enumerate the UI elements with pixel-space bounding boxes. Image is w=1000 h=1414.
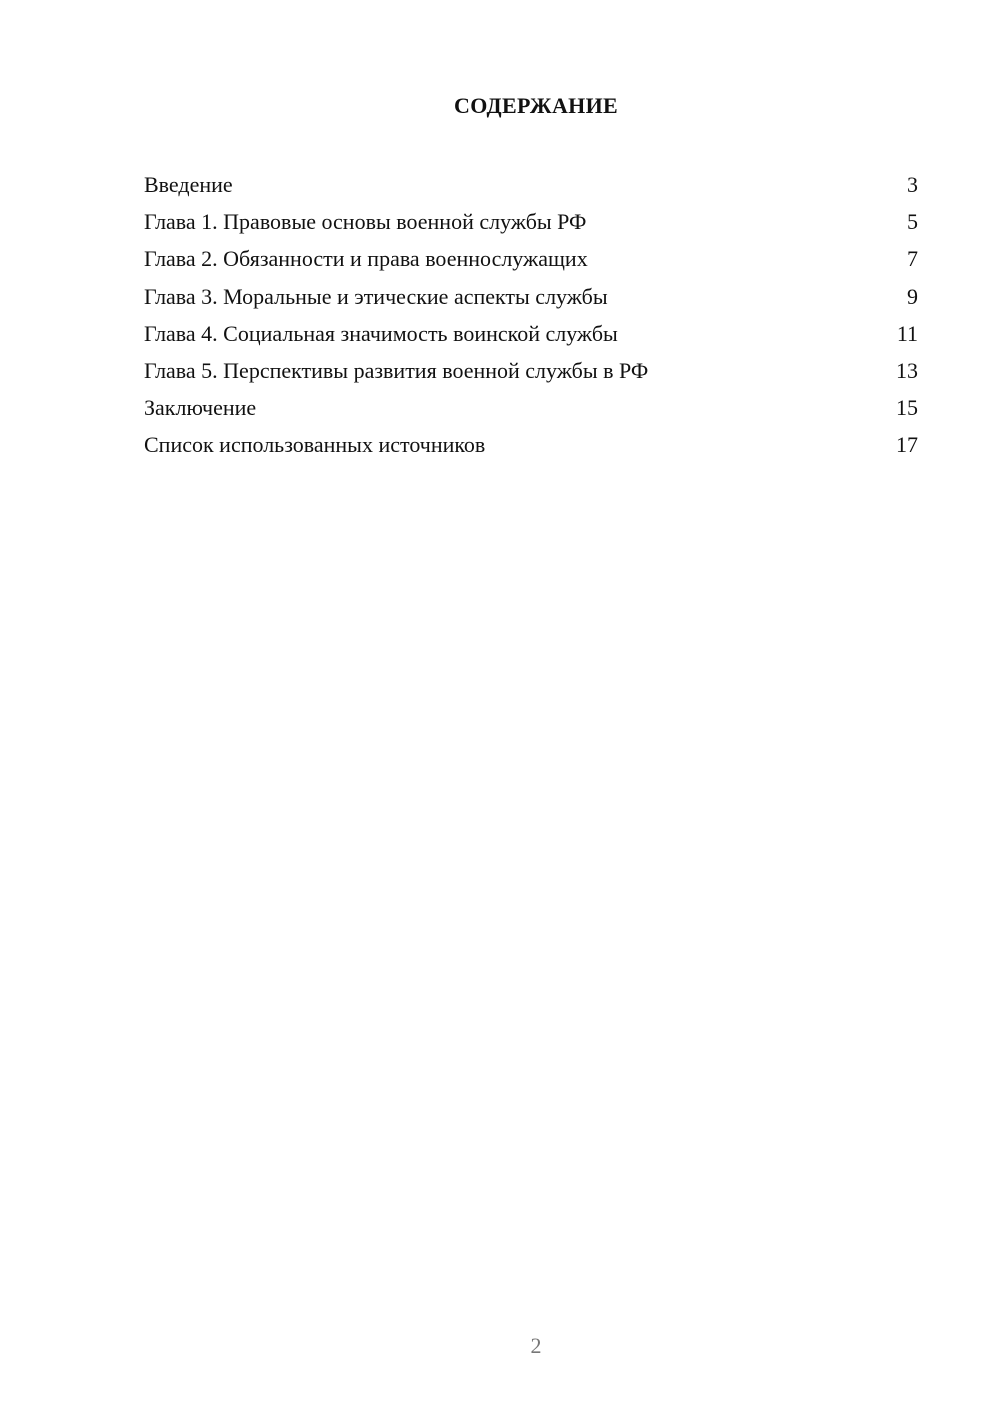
toc-entry-page: 17 xyxy=(896,432,918,458)
toc-entry-page: 13 xyxy=(896,357,918,383)
toc-entry-page: 3 xyxy=(907,172,918,197)
toc-entry-title: Глава 1. Правовые основы военной службы РФ xyxy=(144,209,587,235)
toc-entry-title: Введение xyxy=(144,172,233,197)
toc-entry-title: Глава 2. Обязанности и права военнослужащих xyxy=(144,246,588,272)
toc-entry-chapter-2 xyxy=(144,243,918,280)
toc-title: СОДЕРЖАНИЕ xyxy=(454,93,618,118)
toc-entry-title: Список использованных источников xyxy=(144,432,486,458)
toc-entry-chapter-5 xyxy=(144,355,918,392)
toc-entry-references xyxy=(144,429,918,466)
toc-entry-conclusion xyxy=(144,392,918,429)
page-number: 2 xyxy=(530,1333,542,1358)
toc-entry-title: Глава 5. Перспективы развития военной службы в РФ xyxy=(144,357,649,383)
toc-entry-page: 7 xyxy=(907,246,918,272)
toc-entry-chapter-3 xyxy=(144,281,918,318)
toc-entry-chapter-4 xyxy=(144,318,918,355)
toc-entry-title: Заключение xyxy=(144,395,257,421)
toc-entry-page: 9 xyxy=(907,283,918,309)
toc-entry-page: 5 xyxy=(907,209,918,235)
table-of-contents xyxy=(144,169,918,467)
toc-entry-page: 15 xyxy=(896,395,918,421)
toc-entry-page: 11 xyxy=(896,320,918,346)
toc-entry-chapter-1 xyxy=(144,206,918,243)
toc-entry-title: Глава 3. Моральные и этические аспекты службы xyxy=(144,283,608,309)
toc-entry-title: Глава 4. Социальная значимость воинской службы xyxy=(144,320,618,346)
toc-entry-introduction xyxy=(144,169,918,206)
